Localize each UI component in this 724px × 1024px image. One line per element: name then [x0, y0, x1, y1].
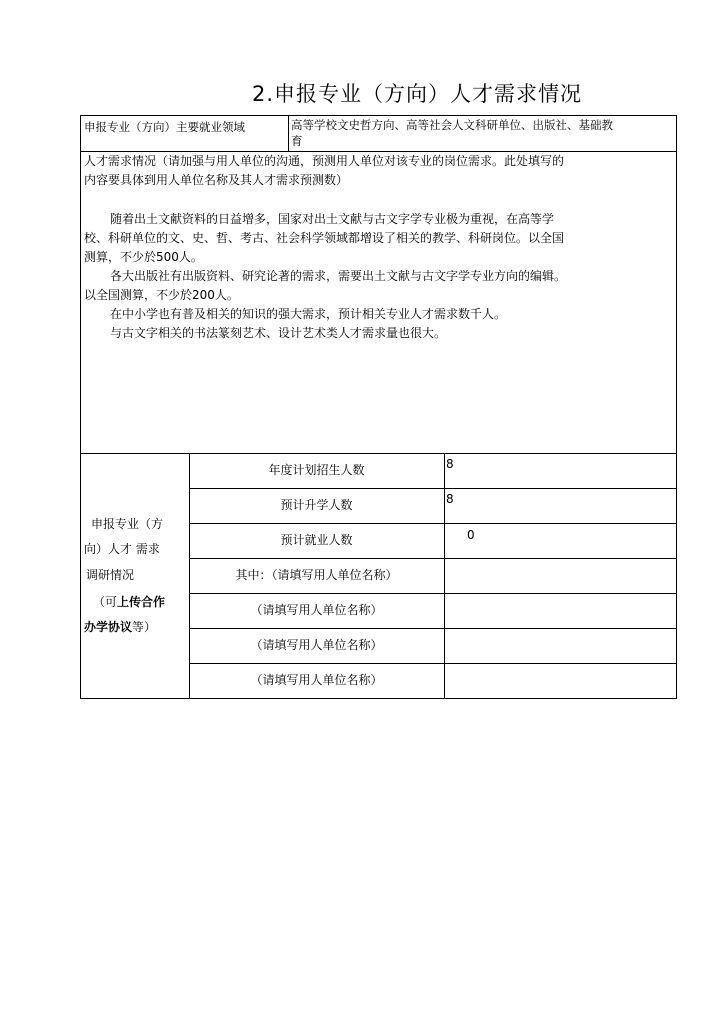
survey-side-label-line2: 向）人才 需求	[84, 542, 160, 556]
survey-side-label-close: 等）	[132, 620, 157, 634]
survey-row-value[interactable]: 8	[446, 457, 454, 471]
row-divider	[189, 558, 677, 559]
row-divider	[189, 523, 677, 524]
row-divider	[80, 453, 677, 454]
survey-row-label: 年度计划招生人数	[268, 463, 365, 477]
survey-side-label-bold-1: 上传合作	[117, 595, 166, 609]
survey-side-label-line5	[84, 618, 156, 637]
demand-intro-line1: 人才需求情况（请加强与用人单位的沟通，预测用人单位对该专业的岗位需求。此处填写的	[84, 154, 565, 168]
row-divider	[189, 663, 677, 664]
survey-row-label: （请填写用人单位名称）	[250, 673, 383, 687]
survey-side-label-line4	[93, 593, 165, 612]
survey-row-label: （请填写用人单位名称）	[250, 638, 383, 652]
demand-paragraph-1-line1: 随着出土文献资料的日益增多，国家对出土文献与古文字学专业极为重视，在高等学	[110, 212, 555, 226]
survey-side-label-open: （可	[93, 595, 118, 609]
demand-paragraph-1-line3: 测算，不少於500人。	[84, 250, 203, 264]
page-title: 2.申报专业（方向）人才需求情况	[251, 82, 583, 106]
survey-row-label: 预计就业人数	[280, 533, 353, 547]
row-divider	[189, 488, 677, 489]
row-divider	[189, 593, 677, 594]
demand-paragraph-2-line2: 以全国测算，不少於200人。	[84, 288, 239, 302]
survey-side-label-line1: 申报专业（方	[91, 517, 164, 531]
survey-row-label: 其中：（请填写用人单位名称）	[235, 568, 398, 582]
demand-intro-line2: 内容要具体到用人单位名称及其人才需求预测数）	[84, 173, 349, 187]
employment-field-label: 申报专业（方向）主要就业领域	[84, 120, 245, 134]
row-divider	[189, 628, 677, 629]
survey-row-label: 预计升学人数	[280, 498, 353, 512]
survey-side-label-bold-2: 办学协议	[84, 620, 133, 634]
demand-paragraph-3: 在中小学也有普及相关的知识的强大需求，预计相关专业人才需求数千人。	[110, 307, 507, 321]
survey-row-value[interactable]: 0	[467, 528, 475, 542]
survey-row-label: （请填写用人单位名称）	[250, 603, 383, 617]
survey-row-value[interactable]: 8	[446, 492, 454, 506]
employment-field-value-line2: 育	[291, 134, 303, 148]
employment-field-value-line1: 高等学校文史哲方向、高等社会人文科研单位、出版社、基础教	[291, 118, 613, 132]
survey-side-label-line3: 调研情况	[86, 568, 135, 582]
demand-paragraph-2-line1: 各大出版社有出版资料、研究论著的需求，需要出土文献与古文字学专业方向的编辑。	[110, 269, 567, 283]
demand-paragraph-4: 与古文字相关的书法篆刻艺术、设计艺术类人才需求量也很大。	[110, 326, 447, 340]
demand-paragraph-1-line2: 校、科研单位的文、史、哲、考古、社会科学领域都增设了相关的教学、科研岗位。以全国	[84, 231, 565, 245]
column-divider	[288, 115, 289, 151]
